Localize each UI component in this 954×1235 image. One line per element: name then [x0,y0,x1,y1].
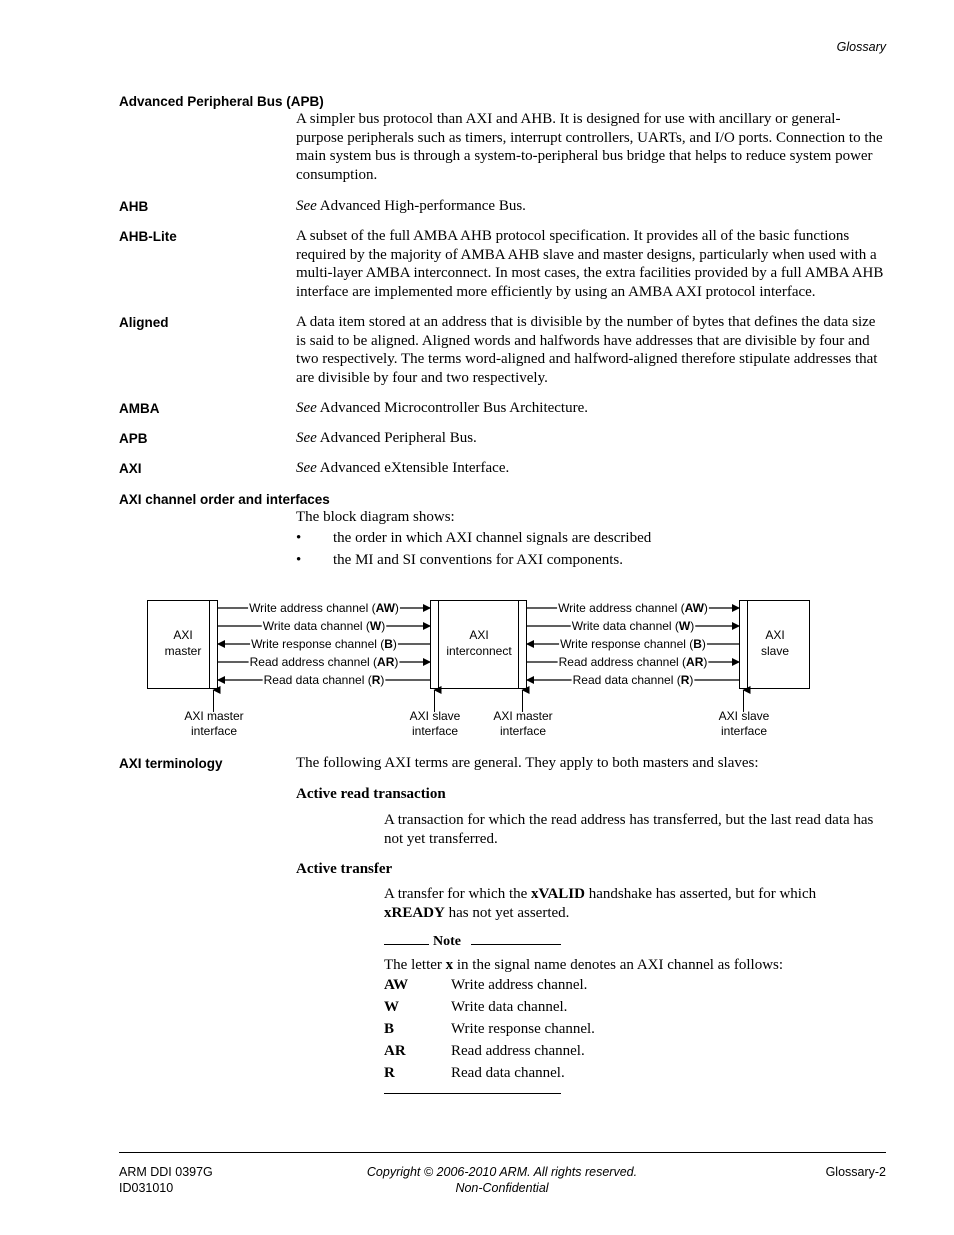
channel-label-b: Write response channel (B) [251,637,397,651]
term-axi-terminology: AXI terminology [119,756,223,771]
text-run: in the signal name denotes an AXI channel as follows: [453,957,784,973]
master-interface-label: interface [499,724,547,738]
channel-label-aw: Write address channel (AW) [558,601,708,615]
axi-terminology-intro: The following AXI terms are general. They apply to both masters and slaves: [296,755,759,771]
channel-label-r: Read data channel (R) [263,673,385,687]
slave-interface-label: interface [720,724,768,738]
text-run: has not yet asserted. [444,904,570,921]
channel-desc: Write address channel. [451,977,588,993]
term-apb: Advanced Peripheral Bus (APB) [119,94,324,109]
text-run: The letter [384,957,446,973]
channel-desc: Read address channel. [451,1043,585,1059]
definition-active-transfer [384,885,854,922]
interconnect-label-line-1: AXI [469,628,489,642]
master-interface-label: interface [190,724,238,738]
definition-axi [296,459,886,478]
master-block [148,601,218,689]
footer-doc-id: ARM DDI 0397G [119,1165,213,1179]
note-rule-bottom [384,1093,561,1094]
term-ahb-lite: AHB-Lite [119,229,177,244]
slave-interface-label: AXI slave [409,709,461,723]
footer-rule [119,1152,886,1153]
channel-group-slave-side [527,601,739,687]
channel-label-w: Write data channel (W) [571,619,695,633]
footer-copyright: Copyright © 2006-2010 ARM. All rights reserved. [366,1165,638,1179]
channel-code: B [384,1021,395,1037]
slave-interface-label: AXI slave [718,709,770,723]
channel-label-r: Read data channel (R) [572,673,694,687]
note-rule-left [384,944,429,945]
channel-desc: Write response channel. [451,1021,595,1037]
channel-label-ar: Read address channel (AR) [558,655,708,669]
channel-desc: Read data channel. [451,1065,565,1081]
channel-code: W [384,999,399,1015]
master-interface-label: AXI master [493,709,553,723]
interconnect-block [431,601,527,689]
note-text [384,956,888,975]
channel-label-aw: Write address channel (AW) [249,601,399,615]
signal-name: xVALID [531,886,585,902]
term-axi-channel-order: AXI channel order and interfaces [119,492,330,507]
signal-name: xREADY [384,904,445,921]
see-ref: See [296,460,317,476]
term-ahb: AHB [119,199,149,214]
slave-label-line-1: AXI [765,628,785,642]
axi-block-diagram [0,590,954,760]
footer-confidentiality: Non-Confidential [455,1181,549,1195]
channel-label-b: Write response channel (B) [560,637,706,651]
term-axi: AXI [119,461,142,476]
master-label-line-2: master [164,644,202,658]
interface-markers [214,690,744,712]
interconnect-label-line-2: interconnect [446,644,512,658]
bullet-text: the MI and SI conventions for AXI components. [333,552,623,568]
running-header: Glossary [836,40,886,54]
definition-ahb-lite: A subset of the full AMBA AHB protocol specification. It provides all of the basic functions required by the majority of AMBA AHB slave and master designs, particularly when used with a multi-layer AMBA interconnect. In most cases, the extra facilities provided by a full AMBA AHB interface are implemented more efficiently by using an AMBA AXI protocol interface. [296,228,884,301]
note-label: Note [433,934,461,949]
definition-text: Advanced Peripheral Bus. [316,430,477,446]
master-interface-label: AXI master [184,709,244,723]
term-amba: AMBA [119,401,160,416]
definition-active-read-transaction: A transaction for which the read address has transferred, but the last read data has not yet transferred. [384,812,874,847]
bullet-text: the order in which AXI channel signals are described [333,530,652,546]
text-run: A transfer for which the [384,886,532,902]
definition-apb: A simpler bus protocol than AXI and AHB. It is designed for use with ancillary or general-purpose peripherals such as timers, interrupt controllers, UARTs, and I/O ports. Connection to the main system bus is through a system-to-peripheral bus bridge that helps to reduce system power consumption. [296,111,883,184]
axi-channel-intro: The block diagram shows: [296,509,455,525]
text-run: handshake has asserted, but for which [584,886,817,902]
definition-apb-short [296,429,886,448]
slave-interface-label: interface [411,724,459,738]
channel-label-w: Write data channel (W) [262,619,386,633]
slave-block [740,601,810,689]
subterm-active-read-transaction: Active read transaction [296,786,446,802]
definition-text: Advanced eXtensible Interface. [316,460,510,476]
master-label-line-1: AXI [173,628,193,642]
channel-code: R [384,1065,395,1081]
definition-amba [296,399,886,418]
footer-issue-id: ID031010 [119,1181,174,1195]
term-aligned: Aligned [119,315,169,330]
see-ref: See [296,430,317,446]
term-apb-short: APB [119,431,148,446]
slave-label-line-2: slave [760,644,790,658]
see-ref: See [296,400,317,416]
note-rule-right [471,944,561,945]
bullet-mark: • [296,552,302,568]
see-ref: See [296,198,317,214]
channel-code: AR [384,1043,406,1059]
definition-aligned: A data item stored at an address that is divisible by the number of bytes that defines the data size is said to be aligned. Aligned words and halfwords have addresses that are divisible by four and two respectively. The terms word-aligned and halfword-aligned therefore stipulate addresses that are divisible by four and two respectively. [296,314,878,387]
channel-group-master-side [218,601,430,687]
footer-page-number: Glossary-2 [825,1165,886,1179]
definition-ahb [296,197,886,216]
channel-code: AW [384,977,409,993]
subterm-active-transfer: Active transfer [296,861,393,877]
definition-text: Advanced High-performance Bus. [316,198,526,214]
definition-text: Advanced Microcontroller Bus Architecture. [316,400,588,416]
channel-desc: Write data channel. [451,999,568,1015]
channel-label-ar: Read address channel (AR) [249,655,399,669]
signal-letter: x [445,957,454,973]
bullet-mark: • [296,530,302,546]
